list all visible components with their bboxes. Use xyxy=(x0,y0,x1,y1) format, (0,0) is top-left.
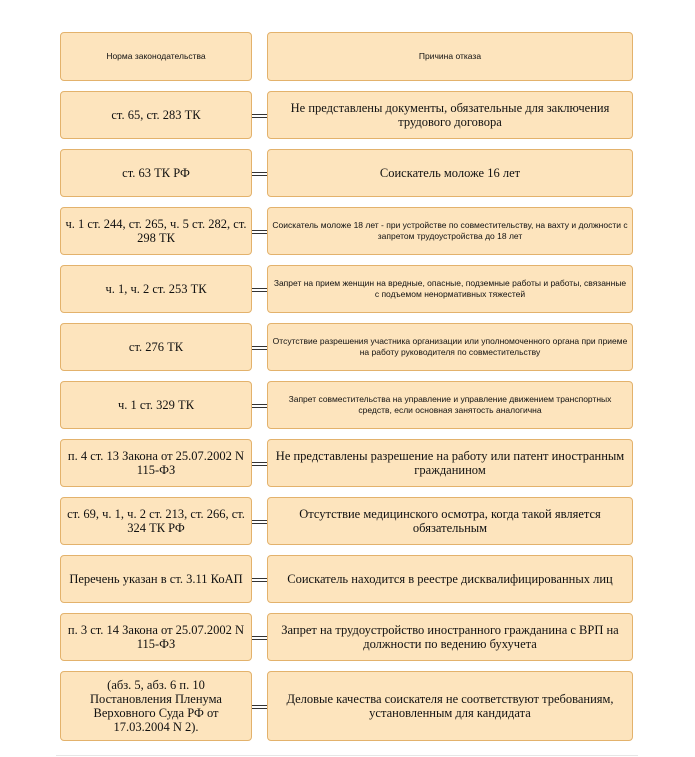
reason-box-5 xyxy=(267,323,633,371)
norm-box-9 xyxy=(60,555,252,603)
connector xyxy=(252,705,267,709)
reason-box-11 xyxy=(267,671,633,741)
reason-label: Запрет на трудоустройство иностранного гражданина с ВРП на должности по ведению бухучета xyxy=(281,623,619,651)
reason-label: Соискатель находится в реестре дисквалифицированных лиц xyxy=(287,572,613,586)
header-reason-label: Причина отказа xyxy=(418,51,482,61)
divider xyxy=(56,755,638,756)
connector xyxy=(252,520,267,524)
norm-box-1 xyxy=(60,91,252,139)
reason-box-6 xyxy=(267,381,633,429)
norm-box-4 xyxy=(60,265,252,313)
header-reason xyxy=(267,32,633,81)
norm-box-5 xyxy=(60,323,252,371)
norm-box-8 xyxy=(60,497,252,545)
norm-box-10 xyxy=(60,613,252,661)
norm-box-6 xyxy=(60,381,252,429)
header-norm xyxy=(60,32,252,81)
reason-label: Запрет совместительства на управление и управление движением транспортных средств, если основная занятость аналогична xyxy=(288,394,612,415)
reason-box-7 xyxy=(267,439,633,487)
reason-box-9 xyxy=(267,555,633,603)
reason-label: Соискатель моложе 16 лет xyxy=(379,166,521,180)
reason-label: Отсутствие медицинского осмотра, когда такой является обязательным xyxy=(299,507,601,535)
norm-box-2 xyxy=(60,149,252,197)
reason-label: Соискатель моложе 18 лет - при устройстве по совместительству, на вахту и должности с запретом трудоустройства до 18 лет xyxy=(272,220,628,241)
connector xyxy=(252,462,267,466)
reason-label: Не представлены разрешение на работу или патент иностранным гражданином xyxy=(275,449,625,477)
connector xyxy=(252,288,267,292)
reason-box-1 xyxy=(267,91,633,139)
connector xyxy=(252,346,267,350)
norm-label: (абз. 5, абз. 6 п. 10 Постановления Пленума Верховного Суда РФ от 17.03.2004 N 2). xyxy=(90,678,222,734)
reason-box-3 xyxy=(267,207,633,255)
header-norm-label: Норма законодательства xyxy=(106,51,206,61)
norm-label: п. 4 ст. 13 Закона от 25.07.2002 N 115-ФЗ xyxy=(67,449,245,477)
reason-label: Деловые качества соискателя не соответствуют требованиям, установленным для кандидата xyxy=(286,692,614,720)
norm-label: ч. 1, ч. 2 ст. 253 ТК xyxy=(105,282,207,296)
norm-box-11 xyxy=(60,671,252,741)
connector xyxy=(252,114,267,118)
reason-box-2 xyxy=(267,149,633,197)
reason-label: Запрет на прием женщин на вредные, опасные, подземные работы и работы, связанные с подъемом ненормативных тяжестей xyxy=(273,278,627,299)
connector xyxy=(252,636,267,640)
norm-box-3 xyxy=(60,207,252,255)
norm-label: ст. 276 ТК xyxy=(128,340,184,354)
connector xyxy=(252,230,267,234)
connector xyxy=(252,578,267,582)
connector xyxy=(252,172,267,176)
reason-box-4 xyxy=(267,265,633,313)
reason-label: Не представлены документы, обязательные для заключения трудового договора xyxy=(290,101,610,129)
norm-label: ст. 65, ст. 283 ТК xyxy=(111,108,201,122)
norm-label: Перечень указан в ст. 3.11 КоАП xyxy=(69,572,243,586)
connector xyxy=(252,404,267,408)
norm-label: п. 3 ст. 14 Закона от 25.07.2002 N 115-ФЗ xyxy=(67,623,245,651)
reason-box-10 xyxy=(267,613,633,661)
reason-label: Отсутствие разрешения участника организации или уполномоченного органа при приеме на работу руководителя по совместительству xyxy=(272,336,628,357)
norm-label: ч. 1 ст. 244, ст. 265, ч. 5 ст. 282, ст. 298 ТК xyxy=(65,217,247,245)
reason-box-8 xyxy=(267,497,633,545)
norm-label: ч. 1 ст. 329 ТК xyxy=(117,398,195,412)
norm-box-7 xyxy=(60,439,252,487)
norm-label: ст. 63 ТК РФ xyxy=(122,166,190,180)
norm-label: ст. 69, ч. 1, ч. 2 ст. 213, ст. 266, ст. 324 ТК РФ xyxy=(67,507,245,535)
